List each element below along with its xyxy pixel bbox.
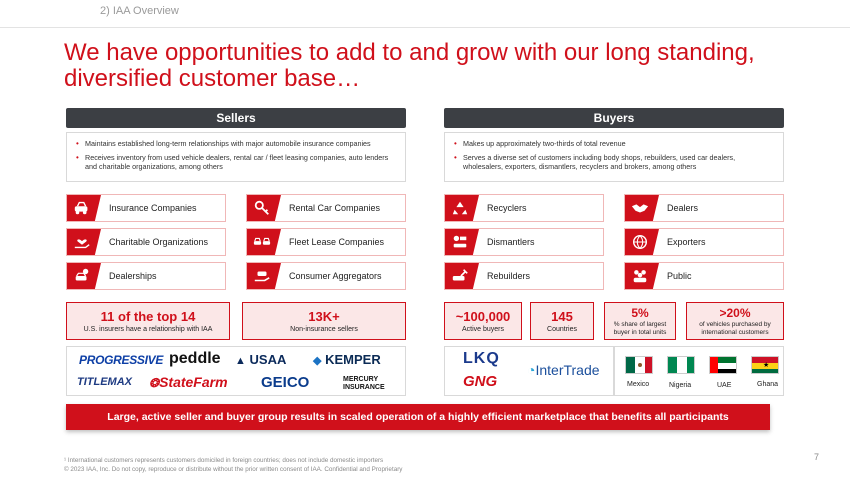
category-label: Exporters — [667, 237, 706, 247]
section-label: 2) IAA Overview — [100, 5, 179, 17]
usaa-wordmark: USAA — [249, 352, 287, 367]
titlemax-logo: TITLEMAX — [77, 376, 132, 388]
flag-label: Nigeria — [669, 382, 692, 389]
category-insurance-companies — [66, 194, 226, 222]
hand-car-icon — [247, 263, 281, 289]
category-label: Dealerships — [109, 271, 157, 281]
usaa-eagle-icon: ▲ — [235, 355, 246, 367]
stat-sub: % share of largest buyer in total units — [613, 321, 667, 336]
stat-countries — [530, 302, 594, 340]
nigeria-flag-icon — [667, 356, 695, 374]
stat-sub: U.S. insurers have a relationship with IAA — [83, 326, 213, 333]
stat-value: 145 — [551, 309, 573, 324]
stat-value: >20% — [719, 306, 751, 320]
sellers-bullet: • Maintains established long-term relationships with major automobile insurance companies — [85, 139, 395, 148]
statefarm-logo — [149, 374, 228, 390]
buyers-bullet: • Serves a diverse set of customers including body shops, rebuilders, used car dealers, wholesalers, exporters, dismantlers, recyclers and brokers, among others — [463, 153, 773, 171]
lkq-logo: LKQ — [463, 350, 500, 367]
wrench-car-icon — [445, 263, 479, 289]
country-flags — [614, 346, 784, 396]
car-key-icon — [67, 195, 101, 221]
peddle-logo: peddle — [169, 350, 221, 367]
category-label: Insurance Companies — [109, 203, 197, 213]
gng-logo: GNG — [463, 373, 498, 390]
recycle-icon — [445, 195, 479, 221]
category-fleet-lease-companies — [246, 228, 406, 256]
category-dealerships — [66, 262, 226, 290]
category-rental-car-companies — [246, 194, 406, 222]
mercury-wordmark: MERCURY — [343, 376, 379, 383]
mercury-insurance-wordmark: INSURANCE — [343, 384, 385, 391]
category-recyclers — [444, 194, 604, 222]
category-charitable-organizations — [66, 228, 226, 256]
key-tag-icon — [247, 195, 281, 221]
car-parts-icon — [445, 229, 479, 255]
fleet-cars-icon — [247, 229, 281, 255]
category-consumer-aggregators — [246, 262, 406, 290]
category-label: Dismantlers — [487, 237, 535, 247]
stat-active-buyers — [444, 302, 522, 340]
category-label: Public — [667, 271, 692, 281]
seller-logos — [66, 346, 406, 396]
usaa-logo — [235, 352, 286, 367]
page-title: We have opportunities to add to and grow with our long standing, diversified customer base… — [64, 39, 755, 92]
uae-flag-icon — [709, 356, 737, 374]
buyers-bullets — [444, 132, 784, 182]
handshake-icon — [625, 195, 659, 221]
stat-sub: of vehicles purchased by international customers — [699, 321, 771, 336]
copyright: © 2023 IAA, Inc. Do not copy, reproduce or distribute without the prior written consent of IAA. Confidential and Proprietary — [64, 466, 403, 473]
kemper-mark-icon: ◆ — [313, 355, 322, 367]
kemper-wordmark: KEMPER — [325, 352, 381, 367]
geico-logo: GEICO — [261, 374, 310, 391]
buyers-heading: Buyers — [444, 108, 784, 128]
stat-sub: Non-insurance sellers — [290, 326, 358, 333]
summary-banner: Large, active seller and buyer group results in scaled operation of a highly efficient marketplace that benefits all participants — [66, 404, 770, 430]
globe-icon — [625, 229, 659, 255]
category-label: Rental Car Companies — [289, 203, 381, 213]
flag-label: Mexico — [627, 381, 650, 388]
kemper-logo — [313, 352, 381, 367]
category-label: Fleet Lease Companies — [289, 237, 385, 247]
sellers-bullet: • Receives inventory from used vehicle dealers, rental car / fleet leasing companies, auto lenders and charitable organizations, among others — [85, 153, 395, 171]
stat-value: 11 of the top 14 — [100, 309, 196, 324]
buyers-bullet: • Makes up approximately two-thirds of total revenue — [463, 139, 773, 148]
flag-label: UAE — [717, 382, 732, 389]
ghana-flag-icon: ★ — [751, 356, 779, 374]
stat-international-purchases — [686, 302, 784, 340]
stat-value: 5% — [631, 306, 649, 320]
category-label: Consumer Aggregators — [289, 271, 382, 281]
stat-sub: Countries — [547, 326, 577, 333]
footnote: ¹ International customers represents customers domiciled in foreign countries; does not include domestic importers — [64, 457, 384, 464]
stat-largest-buyer-share — [604, 302, 676, 340]
dealer-car-icon — [67, 263, 101, 289]
category-exporters — [624, 228, 784, 256]
statefarm-rings-icon: ❂ — [149, 376, 160, 390]
hand-heart-icon — [67, 229, 101, 255]
intertrade-swirl-icon: ◔ — [527, 362, 536, 378]
header-divider — [0, 27, 850, 28]
category-dealers — [624, 194, 784, 222]
intertrade-wordmark: InterTrade — [535, 362, 600, 378]
statefarm-wordmark: StateFarm — [159, 374, 228, 390]
stat-value: 13K+ — [308, 309, 340, 324]
category-dismantlers — [444, 228, 604, 256]
people-icon — [625, 263, 659, 289]
sellers-heading: Sellers — [66, 108, 406, 128]
mexico-flag-icon — [625, 356, 653, 374]
category-label: Rebuilders — [487, 271, 531, 281]
category-rebuilders — [444, 262, 604, 290]
page-number: 7 — [814, 452, 820, 462]
stat-value: ~100,000 — [455, 309, 511, 324]
buyer-logos — [444, 346, 614, 396]
stat-sub: Active buyers — [461, 326, 505, 333]
progressive-logo: PROGRESSIVE — [79, 353, 164, 367]
intertrade-logo — [527, 362, 600, 378]
category-label: Dealers — [667, 203, 699, 213]
stat-top-insurers — [66, 302, 230, 340]
sellers-bullets — [66, 132, 406, 182]
stat-non-insurance-sellers — [242, 302, 406, 340]
flag-label: Ghana — [757, 381, 779, 388]
category-public — [624, 262, 784, 290]
category-label: Charitable Organizations — [109, 237, 209, 247]
category-label: Recyclers — [487, 203, 527, 213]
mercury-insurance-logo — [343, 376, 385, 392]
